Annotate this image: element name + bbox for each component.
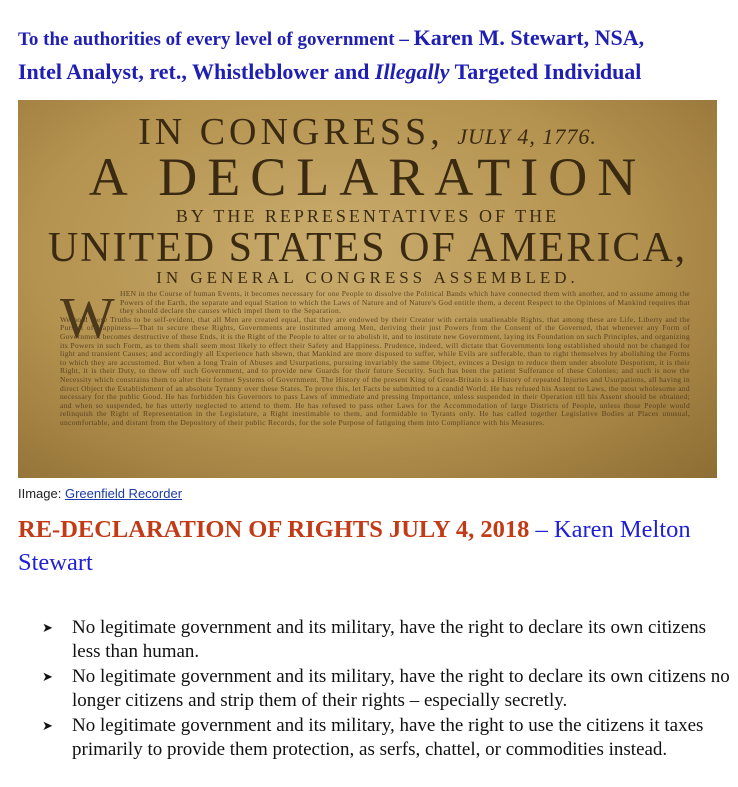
page-title [18,513,718,579]
header-author-role: Targeted Individual [449,59,642,84]
image-line-representatives: BY THE REPRESENTATIVES OF THE [175,206,560,226]
header-addressee: To the authorities of every level of government – [18,29,414,50]
list-item [40,714,730,762]
arrowhead-icon: ➤ [42,719,53,734]
image-line-date: JULY 4, 1776. [457,124,597,149]
image-line-declaration: A DECLARATION [88,147,647,207]
list-item-text: No legitimate government and its military, have the right to declare its own citizens no longer citizens and strip them of their rights – especially secretly. [72,666,730,711]
declaration-image [18,100,717,478]
image-line-congress: IN CONGRESS, JULY 4, 1776. [138,111,597,153]
image-body-rest: We hold these Truths to be self-evident, that all Men are created equal, that they are endowed by their Creator with certain unalienable Rights, that among these are Life, Liberty and the Pursuit of Happiness—That to secure these Rights, Governments are instituted among Men, deriving their just Powers from the Consent of the Governed, that whenever any Form of Government becomes destructive of these Ends, it is the Right of the People to alter or to abolish it, and to institute new Government, laying its Foundation on such Principles, and organizing its Powers in such Form, as to them shall seem most likely to effect their Safety and Happiness. Prudence, indeed, will dictate that Governments long established should not be changed for light and transient Causes; and accordingly all Experience hath shewn, that Mankind are more disposed to suffer, while Evils are sufferable, than to right themselves by abolishing the Forms to which they are accustomed. But when a long Train of Abuses and Usurpations, pursuing invariably the same Object, evinces a Design to reduce them under absolute Despotism, it is their Right, it is their Duty, to throw off such Government, and to provide new Guards for their future Security. Such has been the patient Sufferance of these Colonies; and such is now the Necessity which constrains them to alter their former Systems of Government. The History of the present King of Great-Britain is a History of repeated Injuries and Usurpations, all having in direct Object the Establishment of an absolute Tyranny over these States. To prove this, let Facts be submitted to a candid World. He has refused his Assent to Laws, the most wholesome and necessary for the public Good. He has forbidden his Governors to pass Laws of immediate and pressing Importance, unless suspended in their Operation till his Assent should be obtained; and when so suspended, he has utterly neglected to attend to them. He has refused to pass other Laws for the Accommodation of large Districts of People, unless those People would relinquish the Right of Representation in the Legislature, a Right inestimable to them, and formidable to Tyrants only. He has called together Legislative Bodies at Places unusual, uncomfortable, and distant from the Depository of their public Records, for the sole Purpose of fatiguing them into Compliance with his Measures. [60,314,690,427]
image-line-assembled: IN GENERAL CONGRESS ASSEMBLED. [156,268,579,287]
arrowhead-icon: ➤ [42,621,53,636]
header-author: Karen M. Stewart, NSA, [413,25,645,50]
image-body-first: HEN in the Course of human Events, it becomes necessary for one People to dissolve the Political Bands which have connected them with another, and to assume among the Powers of the Earth, the separate and equal Station to which the Laws of Nature and of Nature's God entitle them, a decent Respect to the Opinions of Mankind requires that they should declare the causes which impel them to the Separation. [120,290,690,316]
image-line-united-states: UNITED STATES OF AMERICA, [47,225,688,271]
title-author: – Karen Melton Stewart [18,516,691,576]
header-author-title: Intel Analyst, ret., Whistleblower and [18,59,375,84]
list-item-text: No legitimate government and its military, have the right to use the citizens it taxes primarily to provide them protection, as serfs, chattel, or commodities instead. [72,715,704,760]
image-dropcap: W [60,290,116,350]
title-main: RE-DECLARATION OF RIGHTS JULY 4, 2018 [18,516,530,543]
list-item-text: No legitimate government and its military, have the right to declare its own citizens less than human. [72,617,707,662]
page-header [18,22,723,87]
header-emphasis: Illegally [374,59,450,84]
list-item [40,616,730,664]
caption-source-link[interactable]: Greenfield Recorder [64,486,183,501]
list-item [40,665,730,713]
arrowhead-icon: ➤ [42,670,53,685]
caption-prefix: IImage: [18,486,65,501]
image-body-text [60,290,690,476]
image-caption [18,486,182,501]
rights-list [40,616,730,763]
